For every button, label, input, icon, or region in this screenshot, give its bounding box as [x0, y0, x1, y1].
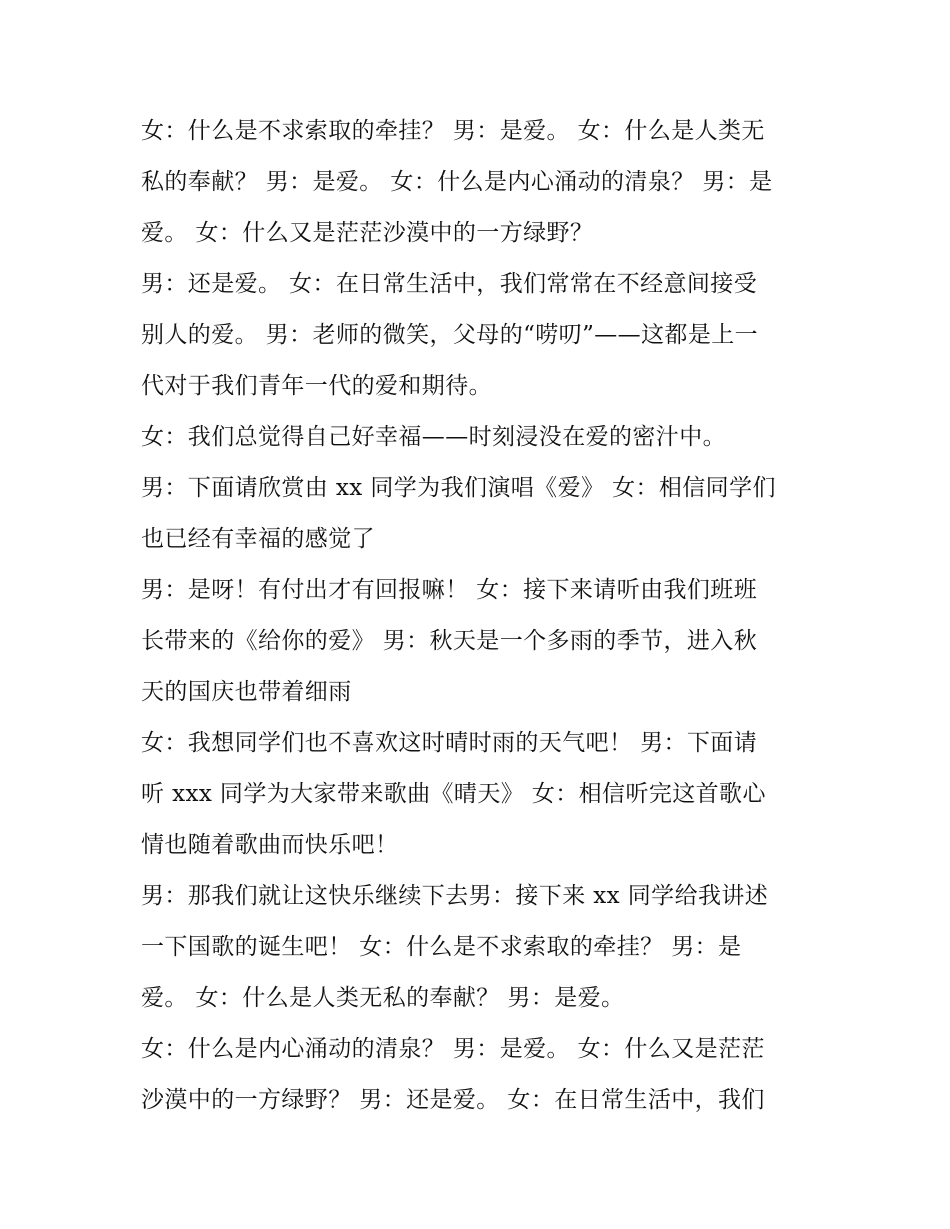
text-line-17: 一下国歌的诞生吧！ 女：什么是不求索取的牵挂？ 男：是 — [141, 934, 742, 960]
text-line-18: 爱。 女：什么是人类无私的奉献？ 男：是爱。 — [141, 985, 625, 1011]
text-line-1: 女：什么是不求索取的牵挂？ 男：是爱。 女：什么是人类无 — [141, 118, 765, 144]
document-body-text — [141, 106, 811, 1126]
text-line-16: 男：那我们就让这快乐继续下去男：接下来 xx 同学给我讲述 — [141, 883, 769, 909]
text-line-12: 天的国庆也带着细雨 — [141, 679, 352, 705]
text-line-7: 女：我们总觉得自己好幸福——时刻浸没在爱的密汁中。 — [141, 424, 726, 450]
text-line-15: 情也随着歌曲而快乐吧！ — [141, 832, 399, 858]
text-line-13: 女：我想同学们也不喜欢这时晴时雨的天气吧！ 男：下面请 — [141, 730, 758, 756]
text-line-14: 听 xxx 同学为大家带来歌曲《晴天》 女：相信听完这首歌心 — [141, 781, 766, 807]
text-line-19: 女：什么是内心涌动的清泉？ 男：是爱。 女：什么又是茫茫 — [141, 1036, 765, 1062]
text-line-3: 爱。 女：什么又是茫茫沙漠中的一方绿野？ — [141, 220, 594, 246]
text-line-9: 也已经有幸福的感觉了 — [141, 526, 375, 552]
text-line-2: 私的奉献？ 男：是爱。 女：什么是内心涌动的清泉？ 男：是 — [141, 169, 773, 195]
text-line-6: 代对于我们青年一代的爱和期待。 — [141, 373, 492, 399]
text-line-8: 男：下面请欣赏由 xx 同学为我们演唱《爱》 女：相信同学们 — [141, 475, 776, 501]
text-line-5: 别人的爱。 男：老师的微笑，父母的“唠叨”——这都是上一 — [141, 322, 759, 348]
text-line-10: 男：是呀！有付出才有回报嘛！ 女：接下来请听由我们班班 — [141, 577, 758, 603]
text-line-20: 沙漠中的一方绿野？ 男：还是爱。 女：在日常生活中，我们 — [141, 1087, 765, 1113]
text-line-11: 长带来的《给你的爱》 男：秋天是一个多雨的季节，进入秋 — [141, 628, 758, 654]
text-line-4: 男：还是爱。 女：在日常生活中，我们常常在不经意间接受 — [141, 271, 758, 297]
